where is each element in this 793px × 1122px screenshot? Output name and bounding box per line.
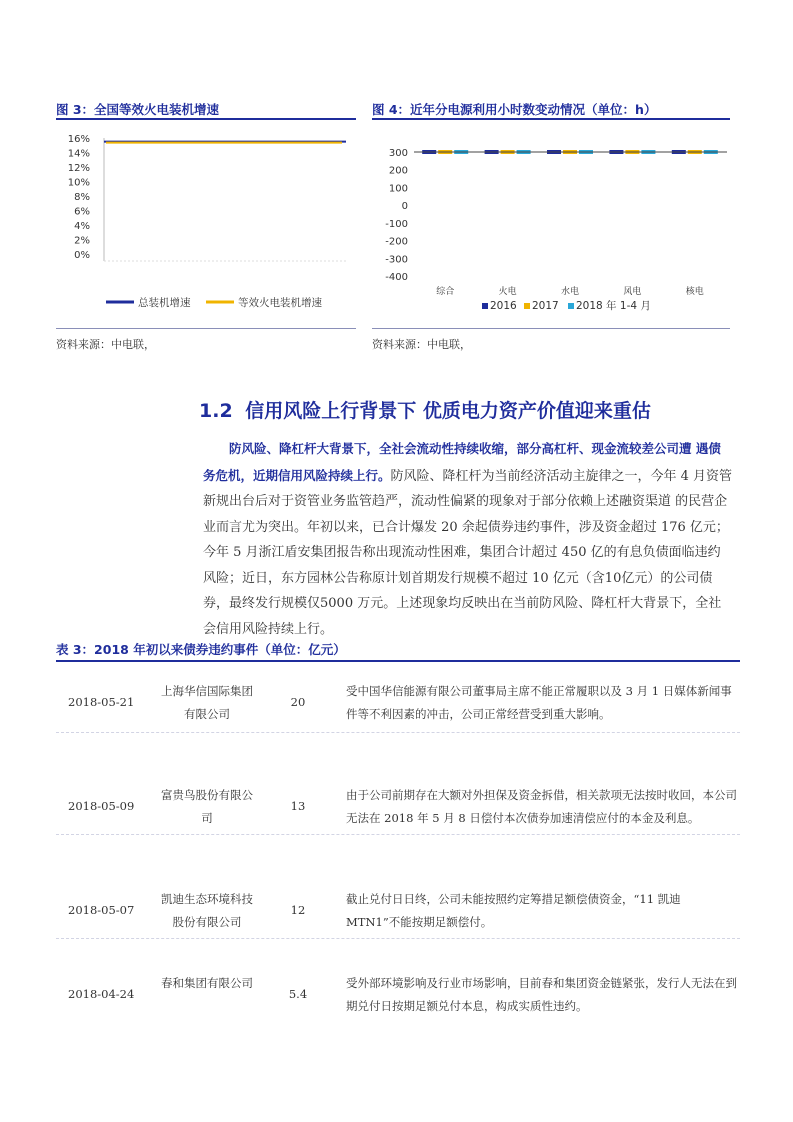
section-number: 1.2 xyxy=(199,400,233,422)
body-paragraph xyxy=(203,436,733,642)
row-description: 受中国华信能源有限公司董事局主席不能正常履职以及 3 月 1 日媒体新闻事件等不利因素的冲击，公司正常经营受到重大影响。 xyxy=(346,684,732,721)
figure4-y-tick-label: -100 xyxy=(385,218,408,230)
figure3-chart xyxy=(56,124,356,324)
row-date: 2018-04-24 xyxy=(68,987,135,1001)
figure3-y-tick-label: 2% xyxy=(74,235,90,247)
figure3-y-tick-label: 0% xyxy=(74,250,90,261)
figure3-legend-label-2: 等效火电装机增速 xyxy=(238,297,322,309)
figure3-legend-label-1: 总装机增速 xyxy=(138,297,191,309)
row-amount: 20 xyxy=(290,695,306,709)
figure3-y-tick-label: 12% xyxy=(67,163,90,174)
section-heading xyxy=(199,396,651,423)
figure4-source: 资料来源：中电联， xyxy=(372,338,471,351)
row-date: 2018-05-09 xyxy=(68,799,135,813)
figure4-y-tick-label: 200 xyxy=(388,165,408,177)
figure4-y-tick-label: 100 xyxy=(388,183,408,195)
row-date: 2018-05-21 xyxy=(68,695,135,709)
figure4-x-tick-label: 核电 xyxy=(685,287,704,297)
figure4-x-tick-label: 风电 xyxy=(623,287,642,297)
figure4-legend-swatch-2016 xyxy=(482,303,488,309)
row-description: 受外部环境影响及行业市场影响，目前春和集团资金链紧张，发行人无法在到期兑付日按期足额兑付本息，构成实质性违约。 xyxy=(346,976,737,1013)
row-separator xyxy=(56,732,740,733)
figure3-y-tick-label: 16% xyxy=(67,134,90,145)
figure3-y-tick-label: 14% xyxy=(67,148,90,160)
figure4-bottom-rule xyxy=(372,328,730,329)
figure3-y-tick-label: 6% xyxy=(74,206,90,218)
figure3-y-tick-label: 8% xyxy=(74,192,90,203)
row-name: 富贵鸟股份有限公司 xyxy=(161,788,253,825)
row-name: 上海华信国际集团有限公司 xyxy=(161,684,253,721)
figure3-y-tick-label: 10% xyxy=(67,177,90,189)
figure4-y-tick-label: 0 xyxy=(401,201,408,213)
figure4-title-rule xyxy=(372,118,730,120)
figure3-title: 图 3：全国等效火电装机增速 xyxy=(56,102,220,117)
figure4-legend-label-2018: 2018 年 1-4 月 xyxy=(576,300,651,312)
figure4-y-tick-label: -400 xyxy=(385,272,408,283)
figure4-x-tick-label: 水电 xyxy=(560,287,580,297)
figure4-title: 图 4：近年分电源利用小时数变动情况（单位：h） xyxy=(372,102,657,117)
paragraph-body: 防风险、降杠杆为当前经济活动主旋律之一，今年 4 月资管新规出台后对于资管业务监管趋严，流动性偏紧的现象对于部分依赖上述融资渠道 的民营企业而言尤为突出。年初以来，已合计爆发 20 余起债券违约事件，涉及资金超过 176 亿元；今年 5 月浙江盾安集团报告称出现流动性困难，集团合计超过 450 亿的有息负债面临违约风险；近日，东方园林公告称原计划首期发行规模不超过 10 亿元（含10亿元）的公司债券，最终发行规模仅5000 万元。上述现象均反映出在当前防风险、降杠杆大背景下，全社会信用风险持续上行。 xyxy=(203,468,733,637)
row-name: 凯迪生态环境科技股份有限公司 xyxy=(161,892,253,929)
figure3-title-rule xyxy=(56,118,356,120)
row-amount: 13 xyxy=(290,799,306,813)
row-date: 2018-05-07 xyxy=(68,903,135,917)
table-title-rule xyxy=(56,660,740,662)
row-description: 截止兑付日日终，公司未能按照约定筹措足额偿债资金，“11 凯迪 MTN1”不能按期足额偿付。 xyxy=(346,892,681,929)
row-separator xyxy=(56,834,740,835)
row-description: 由于公司前期存在大额对外担保及资金拆借，相关款项无法按时收回，本公司无法在 2018 年 5 月 8 日偿付本次债券加速清偿应付的本金及利息。 xyxy=(346,788,737,825)
figure4-y-tick-label: -200 xyxy=(385,236,408,248)
section-title: 信用风险上行背景下 优质电力资产价值迎来重估 xyxy=(245,400,651,422)
row-amount: 12 xyxy=(290,903,306,917)
row-separator xyxy=(56,938,740,939)
table-title: 表 3：2018 年初以来债券违约事件（单位：亿元） xyxy=(56,642,346,657)
figure4-legend-label-2016: 2016 xyxy=(490,300,517,312)
figure3-source: 资料来源：中电联， xyxy=(56,338,155,351)
figure3-bottom-rule xyxy=(56,328,356,329)
figure4-y-tick-label: -300 xyxy=(385,254,408,266)
paragraph-lead: 防风险、降杠杆大背景下，全社会流动性持续收缩，部分高杠杆、现金流较差公司遭 遇债务危机，近期信用风险持续上行。 xyxy=(203,441,721,483)
figure4-chart xyxy=(372,124,730,324)
row-amount: 5.4 xyxy=(288,987,308,1001)
figure4-legend-swatch-2018 xyxy=(568,303,574,309)
figure3-y-tick-label: 4% xyxy=(74,221,90,232)
row-name: 春和集团有限公司 xyxy=(161,976,253,990)
figure4-y-tick-label: 300 xyxy=(388,148,408,159)
figure4-x-tick-label: 综合 xyxy=(436,287,455,297)
figure4-x-tick-label: 火电 xyxy=(498,287,517,297)
figure4-legend-swatch-2017 xyxy=(524,303,530,309)
figure4-legend-label-2017: 2017 xyxy=(532,300,559,312)
